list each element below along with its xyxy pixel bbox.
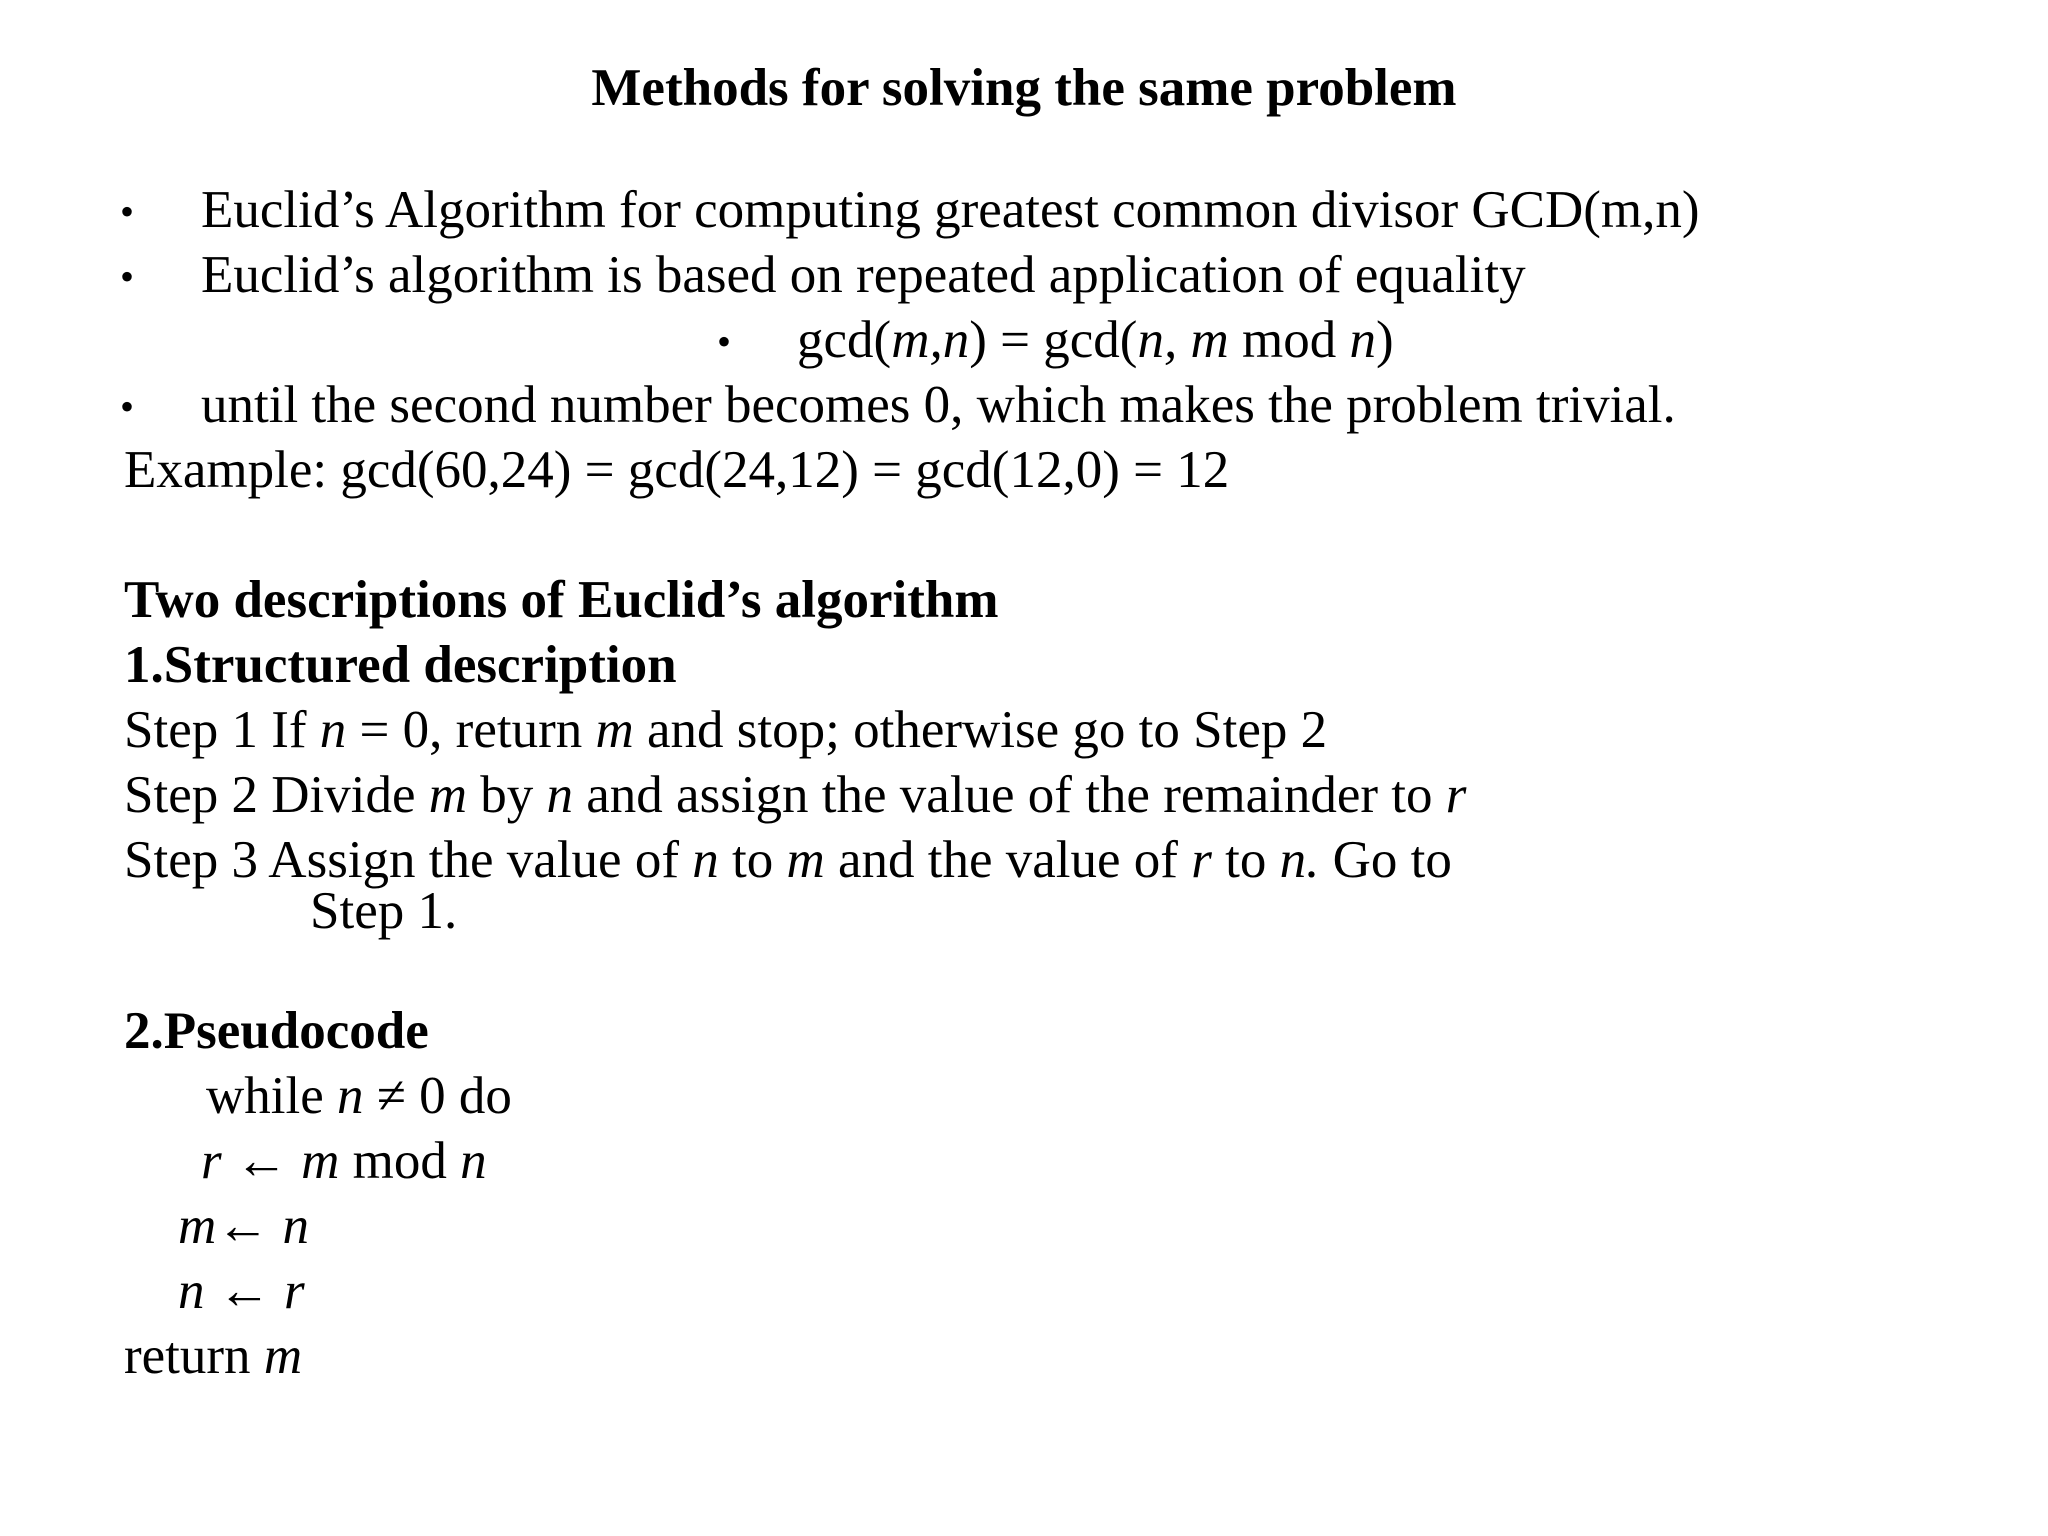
pseudocode-line-while [206, 1067, 512, 1125]
pseudocode-var-n: n [337, 1067, 364, 1125]
pseudocode-arrow: ← [216, 1197, 283, 1255]
step-2-text-c: and assign the value of the remainder to [573, 766, 1446, 824]
slide-title: Methods for solving the same problem [591, 59, 1457, 117]
bullet-marker: • [120, 384, 135, 429]
step-3-text-b: to [718, 831, 787, 889]
step-2-text-b: by [467, 766, 547, 824]
pseudocode-while-condition: ≠ 0 do [363, 1067, 512, 1125]
formula-args-2: n, m [1137, 311, 1229, 369]
pseudocode-var-n: n [460, 1132, 487, 1190]
step-3-var-m: m [786, 831, 825, 889]
pseudocode-var-m: m [301, 1132, 340, 1190]
formula-args: m,n [891, 311, 970, 369]
step-3-text-e: Go to [1319, 831, 1452, 889]
pseudocode-var-m: m [178, 1197, 217, 1255]
step-3-text-d: to [1211, 831, 1280, 889]
pseudocode-arrow: ← [221, 1132, 302, 1190]
step-1-text-b: = 0, return [346, 701, 596, 759]
bullet-marker: • [120, 254, 135, 299]
bullet-text-gcd-definition: Euclid’s Algorithm for computing greatest common divisor GCD(m,n) [201, 181, 1700, 239]
formula-prefix: gcd( [797, 311, 892, 369]
bullet-text-until-zero: until the second number becomes 0, which makes the problem trivial. [201, 376, 1676, 434]
structured-description-heading: 1.Structured description [124, 636, 677, 694]
pseudocode-arrow: ← [204, 1262, 284, 1320]
step-2-var-r: r [1445, 766, 1467, 824]
pseudocode-heading: 2.Pseudocode [124, 1002, 429, 1060]
pseudocode-line-assign-m [178, 1197, 310, 1255]
step-2 [124, 766, 1467, 824]
formula-mid: ) = gcd( [969, 311, 1138, 369]
step-1 [124, 701, 1328, 759]
formula-mod: mod [1228, 311, 1350, 369]
pseudocode-line-return [124, 1327, 303, 1385]
bullet-marker: • [120, 189, 135, 234]
pseudocode-var-r: r [201, 1132, 222, 1190]
formula-suffix: ) [1375, 311, 1394, 369]
step-1-text-a: Step 1 If [124, 701, 320, 759]
step-1-text-c: and stop; otherwise go to Step 2 [633, 701, 1328, 759]
bullet-text-repeated-application: Euclid’s algorithm is based on repeated application of equality [201, 246, 1526, 304]
step-2-var-m: m [428, 766, 468, 824]
pseudocode-var-m: m [263, 1327, 303, 1385]
example-line: Example: gcd(60,24) = gcd(24,12) = gcd(12,0) = 12 [124, 441, 1230, 499]
step-3 [124, 831, 1452, 889]
pseudocode-return-keyword: return [124, 1327, 264, 1385]
pseudocode-var-n: n [282, 1197, 310, 1255]
step-3-var-n: n [692, 831, 719, 889]
pseudocode-var-r: r [284, 1262, 305, 1320]
pseudocode-while-keyword: while [206, 1067, 337, 1125]
step-2-var-n: n [546, 766, 574, 824]
pseudocode-var-n: n [178, 1262, 205, 1320]
bullet-marker: • [717, 319, 732, 364]
step-3-var-r: r [1191, 831, 1212, 889]
step-3-text-c: and the value of [824, 831, 1192, 889]
gcd-formula [797, 311, 1394, 369]
step-2-text-a: Step 2 Divide [124, 766, 429, 824]
step-3-var-n-2: n. [1279, 831, 1320, 889]
pseudocode-line-assign-n [178, 1262, 305, 1320]
pseudocode-line-assign-r [201, 1132, 487, 1190]
step-1-var-m: m [595, 701, 634, 759]
step-3-text-a: Step 3 Assign the value of [124, 831, 693, 889]
section-title: Two descriptions of Euclid’s algorithm [124, 571, 999, 629]
pseudocode-mod: mod [339, 1132, 461, 1190]
step-1-var-n: n [319, 701, 347, 759]
step-3-continuation: Step 1. [310, 882, 458, 940]
formula-n: n [1349, 311, 1376, 369]
